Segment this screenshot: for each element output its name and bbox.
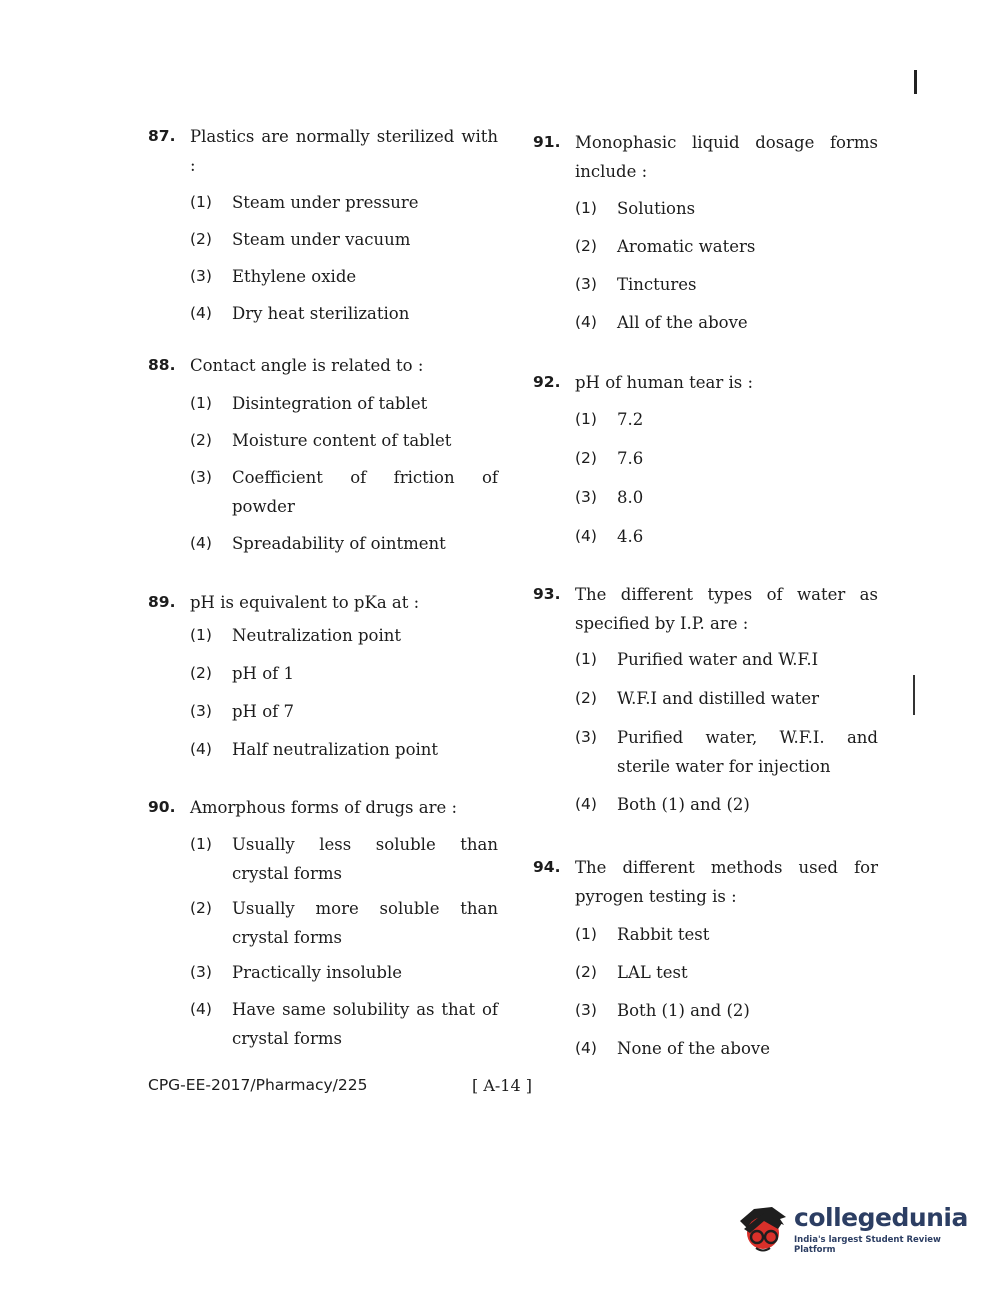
option-number: (1): [190, 626, 212, 644]
question-90: [148, 793, 498, 1053]
question-91: [533, 128, 878, 337]
question-87: [148, 122, 498, 328]
scan-edge-mark-lower: [913, 675, 915, 715]
option-text: 4.6: [617, 527, 644, 546]
option-text: Usually more soluble than crystal forms: [232, 899, 498, 947]
page-number: [ A-14 ]: [472, 1076, 532, 1095]
option-text: 7.2: [617, 410, 644, 429]
option-text: Practically insoluble: [232, 963, 402, 982]
question-number: 92.: [533, 373, 561, 391]
option-4: [190, 735, 498, 764]
option-number: (2): [575, 689, 597, 707]
question-text: Contact angle is related to :: [190, 356, 424, 375]
option-text: Ethylene oxide: [232, 267, 357, 286]
option-4: [190, 299, 498, 328]
option-number: (4): [190, 740, 212, 758]
option-text: Dry heat sterilization: [232, 304, 410, 323]
option-1: [575, 645, 878, 674]
option-1: [190, 188, 498, 217]
option-number: (2): [575, 449, 597, 467]
option-number: (1): [190, 835, 212, 853]
option-text: 8.0: [617, 488, 644, 507]
question-text: pH of human tear is :: [575, 373, 754, 392]
option-number: (3): [575, 488, 597, 506]
question-92: [533, 368, 878, 551]
option-3: [575, 723, 878, 781]
question-number: 89.: [148, 593, 176, 611]
option-text: Purified water, W.F.I. and sterile water for injection: [617, 728, 878, 776]
option-number: (4): [575, 795, 597, 813]
option-1: [190, 389, 498, 418]
question-89: [148, 588, 498, 764]
option-2: [190, 894, 498, 952]
option-3: [575, 996, 878, 1025]
option-text: Steam under vacuum: [232, 230, 411, 249]
option-1: [575, 405, 878, 434]
option-text: Have same solubility as that of crystal forms: [232, 1000, 498, 1048]
option-4: [190, 995, 498, 1053]
option-number: (1): [575, 410, 597, 428]
option-number: (2): [190, 664, 212, 682]
option-number: (1): [575, 925, 597, 943]
option-text: Aromatic waters: [617, 237, 756, 256]
option-number: (3): [190, 702, 212, 720]
question-text: The different methods used for pyrogen testing is :: [575, 858, 878, 906]
question-number: 94.: [533, 858, 561, 876]
option-number: (3): [190, 468, 212, 486]
option-number: (4): [575, 527, 597, 545]
option-text: Coefficient of friction of powder: [232, 468, 498, 516]
option-2: [190, 426, 498, 455]
option-number: (4): [575, 1039, 597, 1057]
option-number: (1): [575, 650, 597, 668]
option-2: [575, 684, 878, 713]
question-text: Amorphous forms of drugs are :: [190, 798, 458, 817]
option-number: (2): [190, 431, 212, 449]
option-3: [575, 483, 878, 512]
question-text: Monophasic liquid dosage forms include :: [575, 133, 878, 181]
option-text: Neutralization point: [232, 626, 402, 645]
option-text: Both (1) and (2): [617, 795, 750, 814]
option-text: 7.6: [617, 449, 644, 468]
option-number: (1): [190, 394, 212, 412]
option-3: [190, 958, 498, 987]
option-3: [575, 270, 878, 299]
question-number: 93.: [533, 585, 561, 603]
option-text: All of the above: [617, 313, 748, 332]
option-3: [190, 697, 498, 726]
option-number: (4): [190, 534, 212, 552]
paper-code: CPG-EE-2017/Pharmacy/225: [148, 1076, 368, 1094]
option-number: (3): [190, 963, 212, 981]
option-text: pH of 1: [232, 664, 294, 683]
option-number: (4): [190, 304, 212, 322]
option-number: (3): [575, 728, 597, 746]
option-text: LAL test: [617, 963, 688, 982]
option-number: (1): [575, 199, 597, 217]
option-2: [575, 958, 878, 987]
question-number: 91.: [533, 133, 561, 151]
option-3: [190, 463, 498, 521]
option-1: [190, 830, 498, 888]
option-number: (3): [575, 1001, 597, 1019]
question-number: 88.: [148, 356, 176, 374]
option-number: (4): [575, 313, 597, 331]
option-2: [190, 225, 498, 254]
option-text: Tinctures: [617, 275, 697, 294]
option-number: (2): [190, 899, 212, 917]
question-text: Plastics are normally sterilized with :: [190, 127, 498, 175]
option-1: [575, 194, 878, 223]
option-text: pH of 7: [232, 702, 294, 721]
logo-name: collegedunia: [794, 1202, 968, 1232]
option-1: [575, 920, 878, 949]
option-text: Disintegration of tablet: [232, 394, 428, 413]
collegedunia-logo: [734, 1196, 968, 1262]
option-text: Spreadability of ointment: [232, 534, 446, 553]
option-number: (3): [190, 267, 212, 285]
question-text: pH is equivalent to pKa at :: [190, 593, 420, 612]
option-text: Usually less soluble than crystal forms: [232, 835, 498, 883]
option-text: W.F.I and distilled water: [617, 689, 820, 708]
option-text: Both (1) and (2): [617, 1001, 750, 1020]
option-text: Steam under pressure: [232, 193, 419, 212]
option-2: [575, 232, 878, 261]
option-number: (2): [575, 237, 597, 255]
option-4: [575, 1034, 878, 1063]
option-number: (1): [190, 193, 212, 211]
question-text: The different types of water as specified by I.P. are :: [575, 585, 878, 633]
question-number: 90.: [148, 798, 176, 816]
option-text: Rabbit test: [617, 925, 710, 944]
option-4: [190, 529, 498, 558]
question-93: [533, 580, 878, 819]
option-2: [190, 659, 498, 688]
option-text: Moisture content of tablet: [232, 431, 452, 450]
mascot-icon: [734, 1199, 790, 1259]
option-text: Half neutralization point: [232, 740, 439, 759]
option-text: None of the above: [617, 1039, 770, 1058]
option-number: (2): [575, 963, 597, 981]
question-94: [533, 853, 878, 1063]
option-4: [575, 308, 878, 337]
option-4: [575, 522, 878, 551]
option-text: Solutions: [617, 199, 696, 218]
option-2: [575, 444, 878, 473]
logo-tagline: India's largest Student Review Platform: [794, 1234, 941, 1255]
question-number: 87.: [148, 127, 176, 145]
option-number: (3): [575, 275, 597, 293]
scan-edge-mark: [914, 70, 917, 94]
option-number: (2): [190, 230, 212, 248]
option-3: [190, 262, 498, 291]
option-text: Purified water and W.F.I: [617, 650, 819, 669]
option-4: [575, 790, 878, 819]
question-88: [148, 351, 498, 558]
option-number: (4): [190, 1000, 212, 1018]
option-1: [190, 621, 498, 650]
